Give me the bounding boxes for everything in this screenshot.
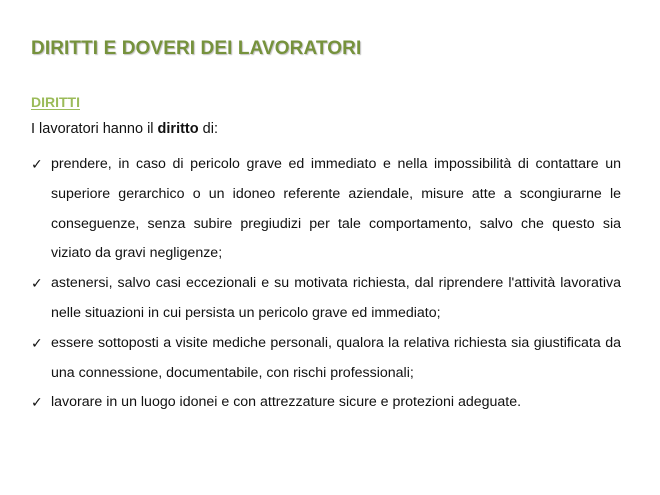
list-item-text: astenersi, salvo casi eccezionali e su motivata richiesta, dal riprendere l'attività lavorativa nelle situazioni in cui persista un pericolo grave ed immediato; (51, 275, 621, 321)
list-item (31, 269, 621, 329)
check-mark-icon: ✓ (31, 394, 43, 411)
check-mark-icon: ✓ (31, 334, 43, 351)
list-item-text: lavorare in un luogo idonei e con attrezzature sicure e protezioni adeguate. (51, 394, 522, 411)
intro-bold: diritto (157, 121, 199, 137)
list-item (31, 388, 621, 418)
list-item (31, 150, 621, 269)
section-heading: DIRITTI (31, 94, 80, 110)
list-item-text: prendere, in caso di pericolo grave ed immediato e nella impossibilità di contattare un superiore gerarchico o un idoneo referente aziendale, misure atte a scongiurarne le conseguenze, senza subire pregiudizi per tale comportamento, salvo che questo sia viziato da gravi negligenze; (51, 156, 621, 262)
list-item-text: essere sottoposti a visite mediche personali, qualora la relativa richiesta sia giustificata da una connessione, documentabile, con rischi professionali; (51, 334, 621, 381)
list-item (31, 329, 621, 389)
slide-title: DIRITTI E DOVERI DEI LAVORATORI (31, 38, 362, 59)
check-mark-icon: ✓ (31, 275, 43, 292)
bullet-list (31, 150, 621, 418)
intro-before: I lavoratori hanno il (31, 121, 158, 137)
intro-text (31, 121, 218, 137)
intro-after: di: (198, 121, 218, 137)
check-mark-icon: ✓ (31, 156, 43, 172)
